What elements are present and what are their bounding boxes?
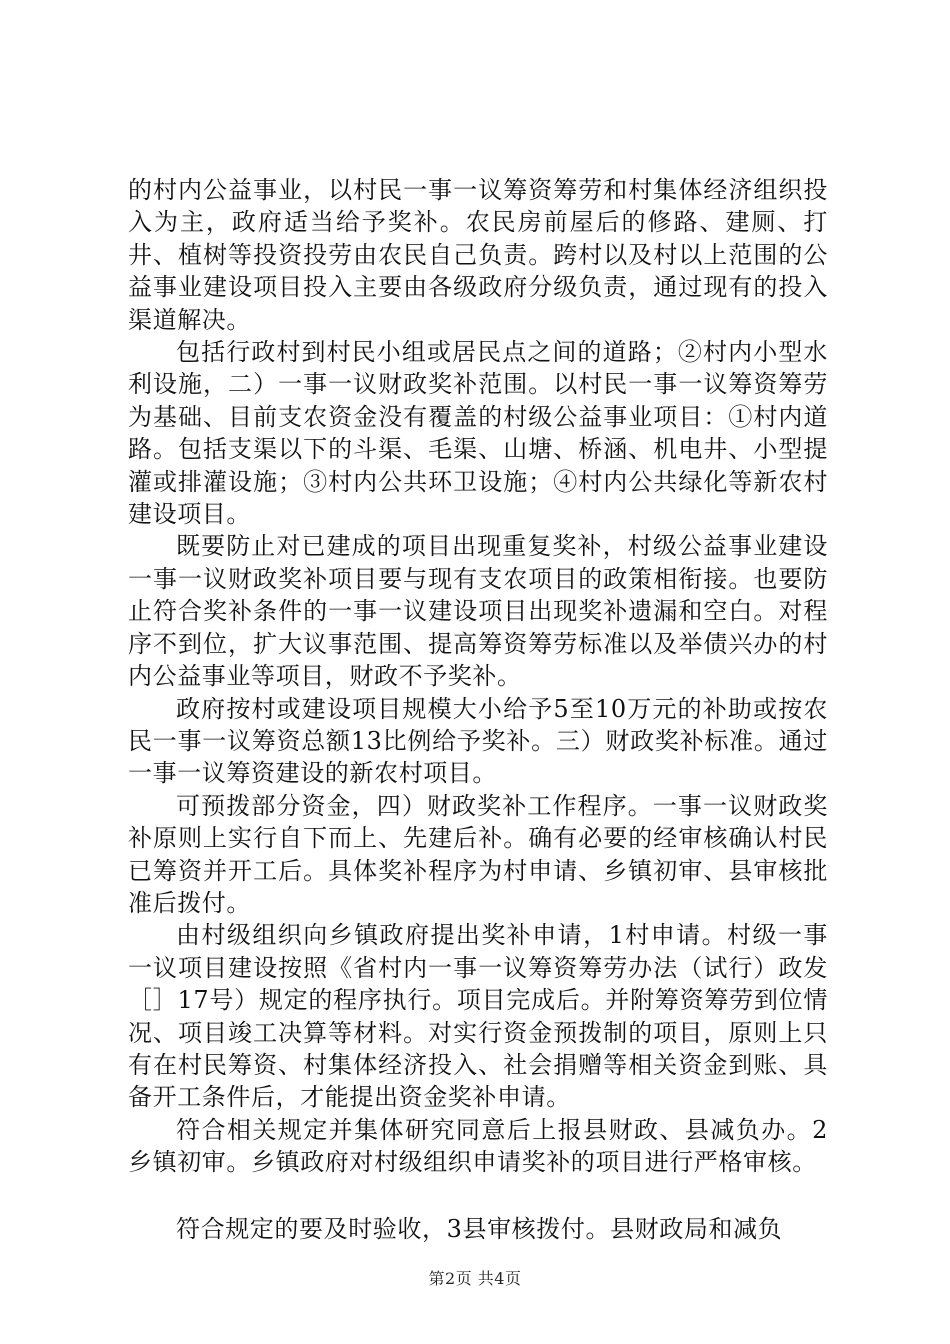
page-footer: 第2页 共4页	[428, 1269, 522, 1288]
paragraph-6: 由村级组织向乡镇政府提出奖补申请，1村申请。村级一事一议项目建设按照《省村内一事一议筹资筹劳办法（试行）政发［］17号）规定的程序执行。项目完成后。并附筹资筹劳到位情况、项目竣工决算等材料。对实行资金预拨制的项目，原则上只有在村民筹资、村集体经济投入、社会捐赠等相关资金到账、具备开工条件后，才能提出资金奖补申请。	[128, 921, 828, 1112]
document-body	[128, 174, 828, 1245]
paragraph-3: 既要防止对已建成的项目出现重复奖补，村级公益事业建设一事一议财政奖补项目要与现有支农项目的政策相衔接。也要防止符合奖补条件的一事一议建设项目出现奖补遗漏和空白。对程序不到位，扩大议事范围、提高筹资筹劳标准以及举债兴办的村内公益事业等项目，财政不予奖补。	[128, 532, 828, 691]
paragraph-2: 包括行政村到村民小组或居民点之间的道路；②村内小型水利设施，二）一事一议财政奖补范围。以村民一事一议筹资筹劳为基础、目前支农资金没有覆盖的村级公益事业项目：①村内道路。包括支渠以下的斗渠、毛渠、山塘、桥涵、机电井、小型提灌或排灌设施；③村内公共环卫设施；④村内公共绿化等新农村建设项目。	[128, 338, 828, 529]
paragraph-8: 符合规定的要及时验收，3县审核拨付。县财政局和减负	[176, 1214, 783, 1243]
paragraph-1: 的村内公益事业，以村民一事一议筹资筹劳和村集体经济组织投入为主，政府适当给予奖补。农民房前屋后的修路、建厕、打井、植树等投资投劳由农民自己负责。跨村以及村以上范围的公益事业建设项目投入主要由各级政府分级负责，通过现有的投入渠道解决。	[128, 176, 828, 334]
paragraph-4: 政府按村或建设项目规模大小给予5至10万元的补助或按农民一事一议筹资总额13比例给予奖补。三）财政奖补标准。通过一事一议筹资建设的新农村项目。	[128, 694, 828, 788]
paragraph-7: 符合相关规定并集体研究同意后上报县财政、县减负办。2乡镇初审。乡镇政府对村级组织申请奖补的项目进行严格审核。	[128, 1115, 828, 1177]
paragraph-5: 可预拨部分资金，四）财政奖补工作程序。一事一议财政奖补原则上实行自下而上、先建后补。确有必要的经审核确认村民已筹资并开工后。具体奖补程序为村申请、乡镇初审、县审核批准后拨付。	[128, 791, 828, 917]
